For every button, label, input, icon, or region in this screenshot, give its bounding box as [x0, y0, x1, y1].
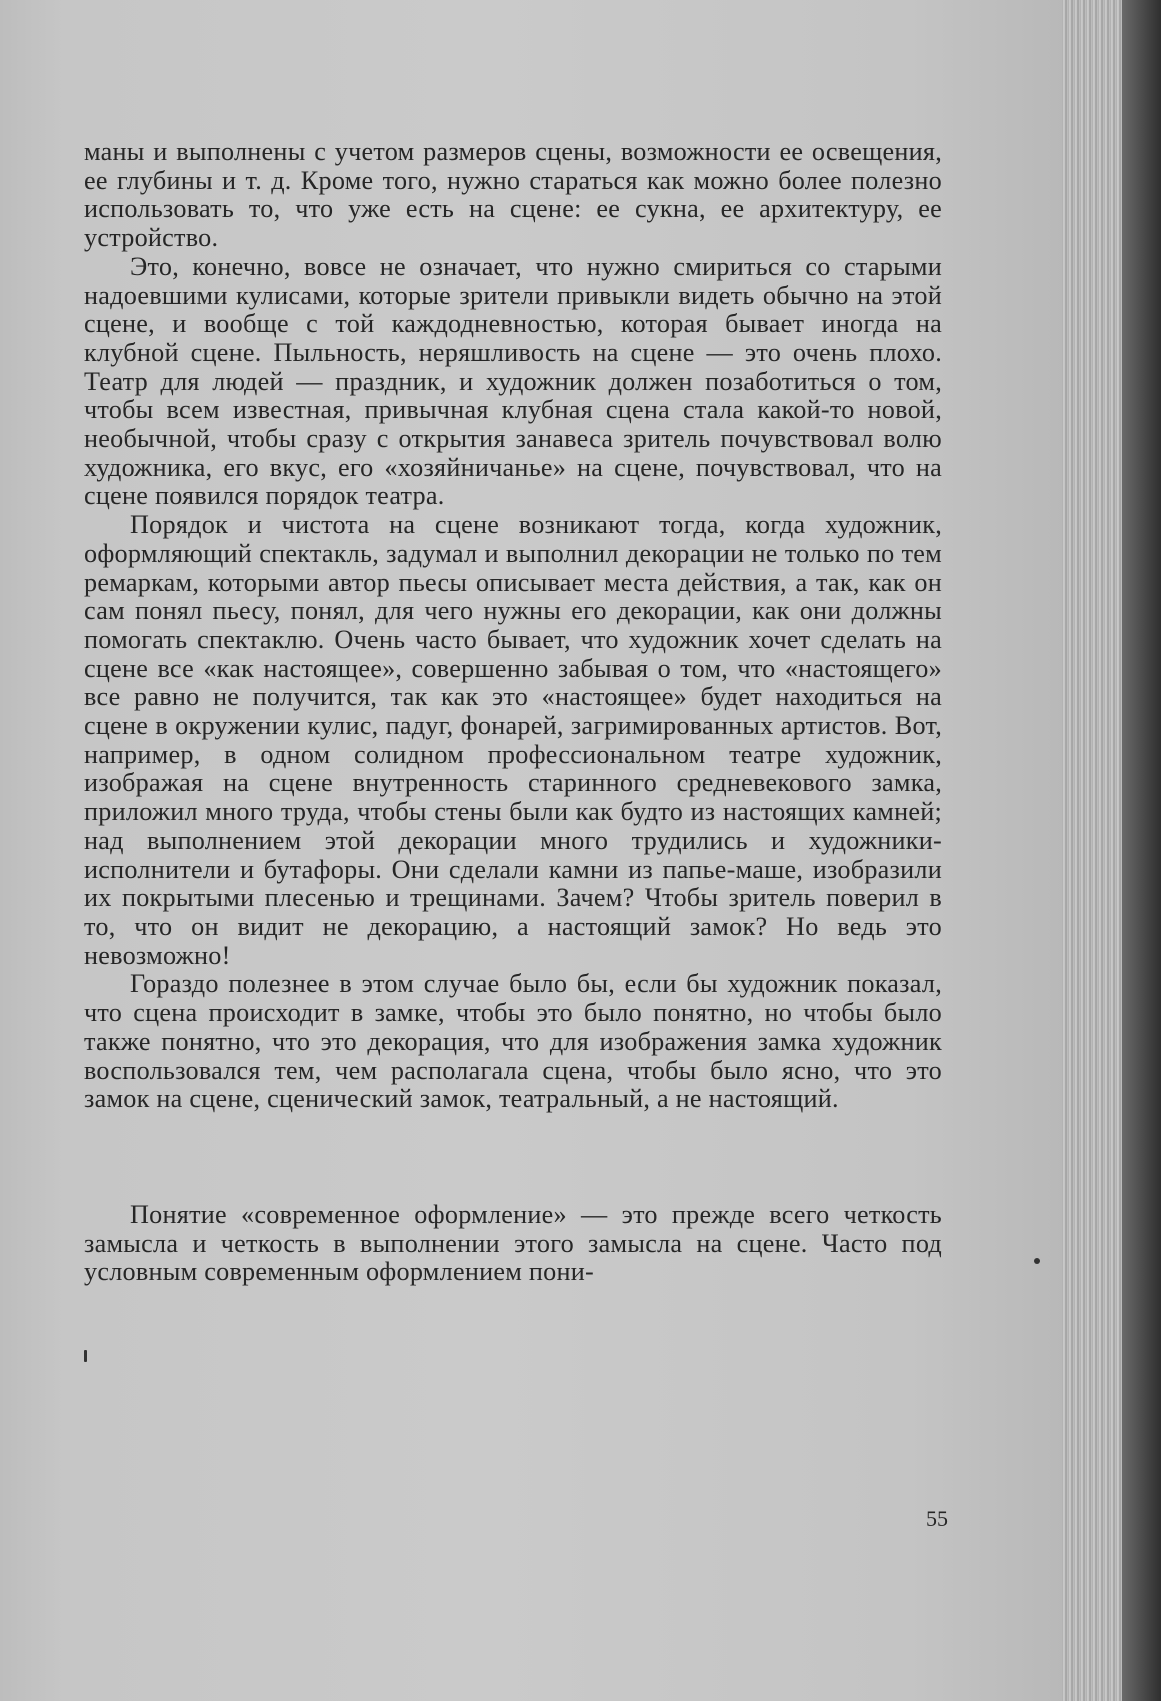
paragraph-5: Понятие «современное оформление» — это прежде всего четкость замысла и четкость в выполнении этого замысла на сцене. Часто под условным современным оформлением пони-: [84, 1199, 942, 1287]
paragraph-4: Гораздо полезнее в этом случае было бы, если бы художник показал, что сцена происходит в замке, чтобы это было понятно, но чтобы было также понятно, что это декорация, что для изображения замка художник воспользовался тем, чем располагала сцена, чтобы было ясно, что это замок на сцене, сценический замок, театральный, а не настоящий.: [84, 969, 942, 1114]
paragraph-1: маны и выполнены с учетом размеров сцены, возможности ее освещения, ее глубины и т. д. Кроме того, нужно стараться как можно более полезно использовать то, что уже есть на сцене: ее сукна, ее архитектуру, ее устройство.: [84, 137, 942, 253]
body-text: [84, 138, 942, 1287]
binding-shadow: [1122, 0, 1161, 1701]
page-number: 55: [926, 1506, 948, 1531]
page-stack-edge: [1062, 0, 1122, 1701]
scan-speck: [1034, 1258, 1040, 1264]
scan-speck: [84, 1350, 87, 1362]
paragraph-2: Это, конечно, вовсе не означает, что нужно смириться со старыми надоевшими кулисами, которые зрители привыкли видеть обычно на этой сцене, и вообще с той каждодневностью, которая бывает иногда на клубной сцене. Пыльность, неряшливость на сцене — это очень плохо. Театр для людей — праздник, и художник должен позаботиться о том, чтобы всем известная, привычная клубная сцена стала какой-то новой, необычной, чтобы сразу с открытия занавеса зритель почувствовал волю художника, его вкус, его «хозяйничанье» на сцене, почувствовал, что на сцене появился порядок театра.: [84, 251, 942, 511]
paragraph-3: Порядок и чистота на сцене возникают тогда, когда художник, оформляющий спектакль, задумал и выполнил декорации не только по тем ремаркам, которыми автор пьесы описывает места действия, а так, как он сам понял пьесу, понял, для чего нужны его декорации, как они должны помогать спектаклю. Очень часто бывает, что художник хочет сделать на сцене все «как настоящее», совершенно забывая о том, что «настоящего» все равно не получится, так как это «настоящее» будет находиться на сцене в окружении кулис, падуг, фонарей, загримированных артистов. Вот, например, в одном солидном профессиональном театре художник, изображая на сцене внутренность старинного средневекового замка, приложил много труда, чтобы стены были как будто из настоящих камней; над выполнением этой декорации много трудились и художники-исполнители и бутафоры. Они сделали камни из папье-маше, изобразили их покрытыми плесенью и трещинами. Зачем? Чтобы зритель поверил в то, что он видит не декорацию, а настоящий замок? Но ведь это невозможно!: [84, 510, 942, 970]
